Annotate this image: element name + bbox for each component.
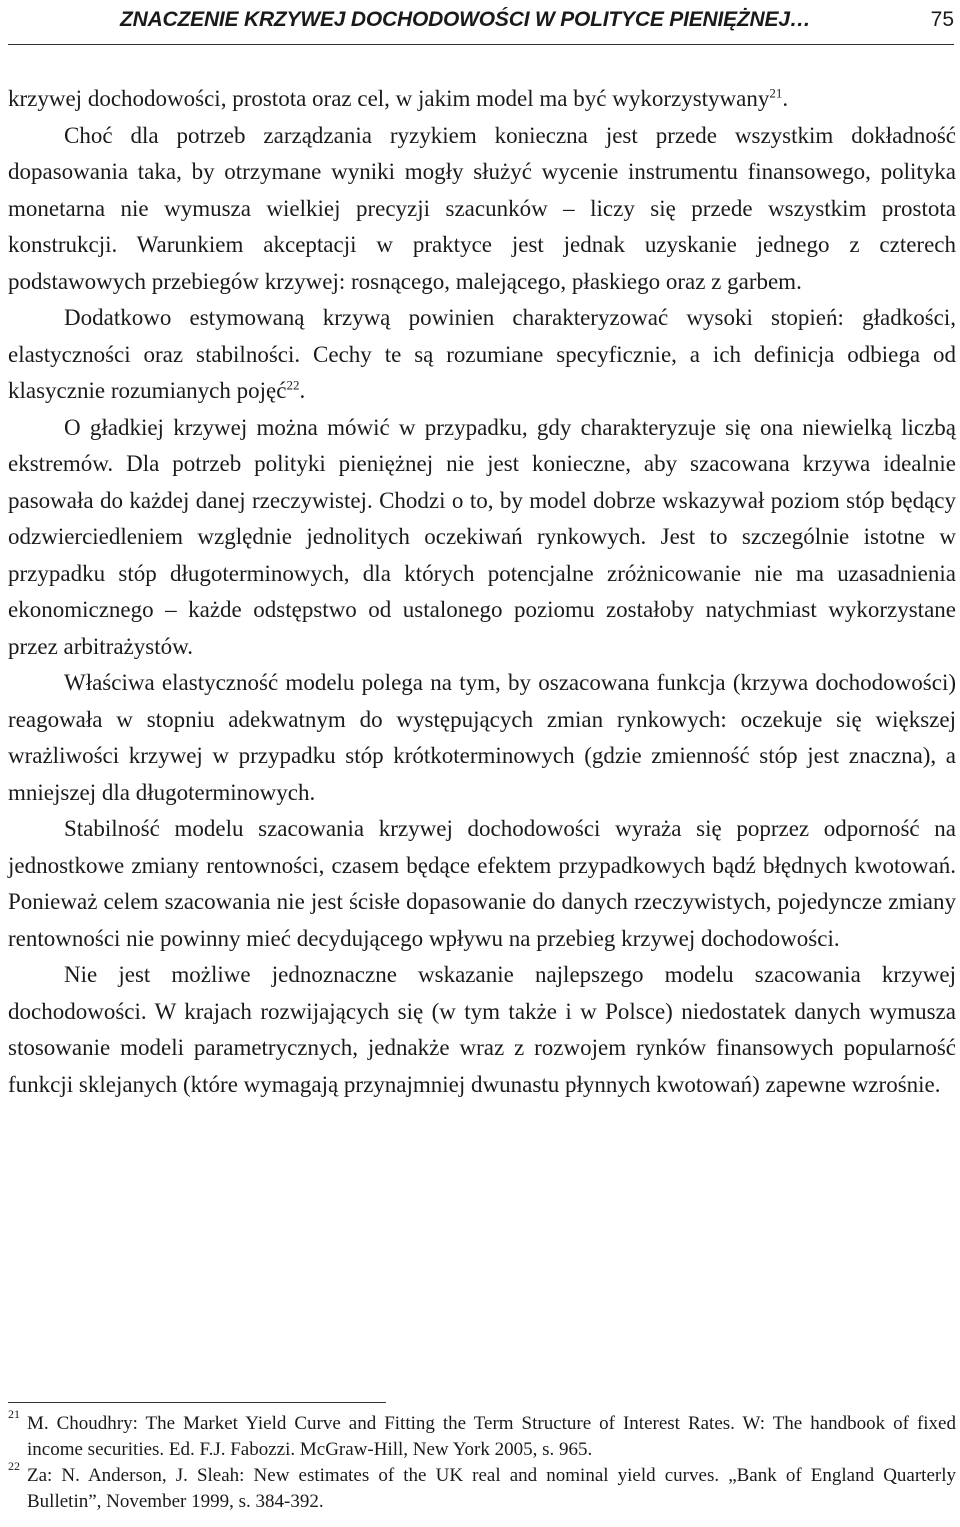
paragraph: krzywej dochodowości, prostota oraz cel, w jakim model ma być wykorzystywany$^{21}$. xyxy=(8,85,789,111)
paragraph: Stabilność modelu szacowania krzywej dochodowości wyraża się poprzez odporność na jednostkowe zmiany rentowności, czasem będące efektem przypadkowych bądź błędnych kwotowań. Ponieważ celem szacowania nie jest ścisłe dopasowanie do danych rzeczywistych, pojedyncze zmiany rentowności nie powinny mieć decydującego wpływu na przebieg krzywej dochodowości. xyxy=(8,816,956,951)
paragraph: Dodatkowo estymowaną krzywą powinien charakteryzować wysoki stopień: gładkości, elastyczności oraz stabilności. Cechy te są rozumiane specyficznie, a ich definicja odbiega od klasycznie rozumianych pojęć$^{22}$. xyxy=(8,305,956,403)
footnotes xyxy=(8,1407,956,1515)
footnote-text: M. Choudhry: The Market Yield Curve and Fitting the Term Structure of Interest Rates. W: The handbook of fixed income securities. Ed. F.J. Fabozzi. McGraw-Hill, New York 2005, s. 965. xyxy=(27,1413,956,1460)
footnote xyxy=(8,1407,956,1463)
page-number: 75 xyxy=(930,8,954,31)
footnote-reference[interactable]: 22 xyxy=(286,377,300,393)
footnote-reference[interactable]: 21 xyxy=(769,85,783,101)
body-text xyxy=(8,81,956,1103)
paragraph: Właściwa elastyczność modelu polega na tym, by oszacowana funkcja (krzywa dochodowości) reagowała w stopniu adekwatnym do występujących zmian rynkowych: oczekuje się większej wrażliwości krzywej w przypadku stóp krótkoterminowych (gdzie zmienność stóp jest znaczna), a mniejszej dla długoterminowych. xyxy=(8,670,956,805)
running-header xyxy=(8,6,954,45)
footnote-number: 21 xyxy=(8,1407,20,1421)
paragraph: Nie jest możliwe jednoznaczne wskazanie najlepszego modelu szacowania krzywej dochodowości. W krajach rozwijających się (w tym także i w Polsce) niedostatek danych wymusza stosowanie modeli parametrycznych, jednakże wraz z rozwojem rynków finansowych popularność funkcji sklejanych (które wymagają przynajmniej dwunastu płynnych kwotowań) zapewne wzrośnie. xyxy=(8,962,956,1097)
footnote-number: 22 xyxy=(8,1459,20,1473)
running-title: ZNACZENIE KRZYWEJ DOCHODOWOŚCI W POLITYCE PIENIĘŻNEJ… xyxy=(120,8,811,31)
paragraph: Choć dla potrzeb zarządzania ryzykiem konieczna jest przede wszystkim dokładność dopasowania taka, by otrzymane wyniki mogły służyć wycenie instrumentu finansowego, polityka monetarna nie wymusza wielkiej precyzji szacunków – liczy się przede wszystkim prostota konstrukcji. Warunkiem akceptacji w praktyce jest jednak uzyskanie jednego z czterech podstawowych przebiegów krzywej: rosnącego, malejącego, płaskiego oraz z garbem. xyxy=(8,122,956,294)
paragraph: O gładkiej krzywej można mówić w przypadku, gdy charakteryzuje się ona niewielką liczbą ekstremów. Dla potrzeb polityki pieniężnej nie jest konieczne, aby szacowana krzywa idealnie pasowała do każdej danej rzeczywistej. Chodzi o to, by model dobrze wskazywał poziom stóp będący odzwierciedleniem względnie jednolitych oczekiwań rynkowych. Jest to szczególnie istotne w przypadku stóp długoterminowych, dla których potencjalne zróżnicowanie nie ma uzasadnienia ekonomicznego – każde odstępstwo od ustalonego poziomu zostałoby natychmiast wykorzystane przez arbitrażystów. xyxy=(8,414,956,659)
footnote-separator xyxy=(8,1402,386,1403)
footnote-text: Za: N. Anderson, J. Sleah: New estimates of the UK real and nominal yield curves. „Bank of England Quarterly Bulletin”, November 1999, s. 384-392. xyxy=(27,1465,956,1512)
footnote xyxy=(8,1459,956,1515)
